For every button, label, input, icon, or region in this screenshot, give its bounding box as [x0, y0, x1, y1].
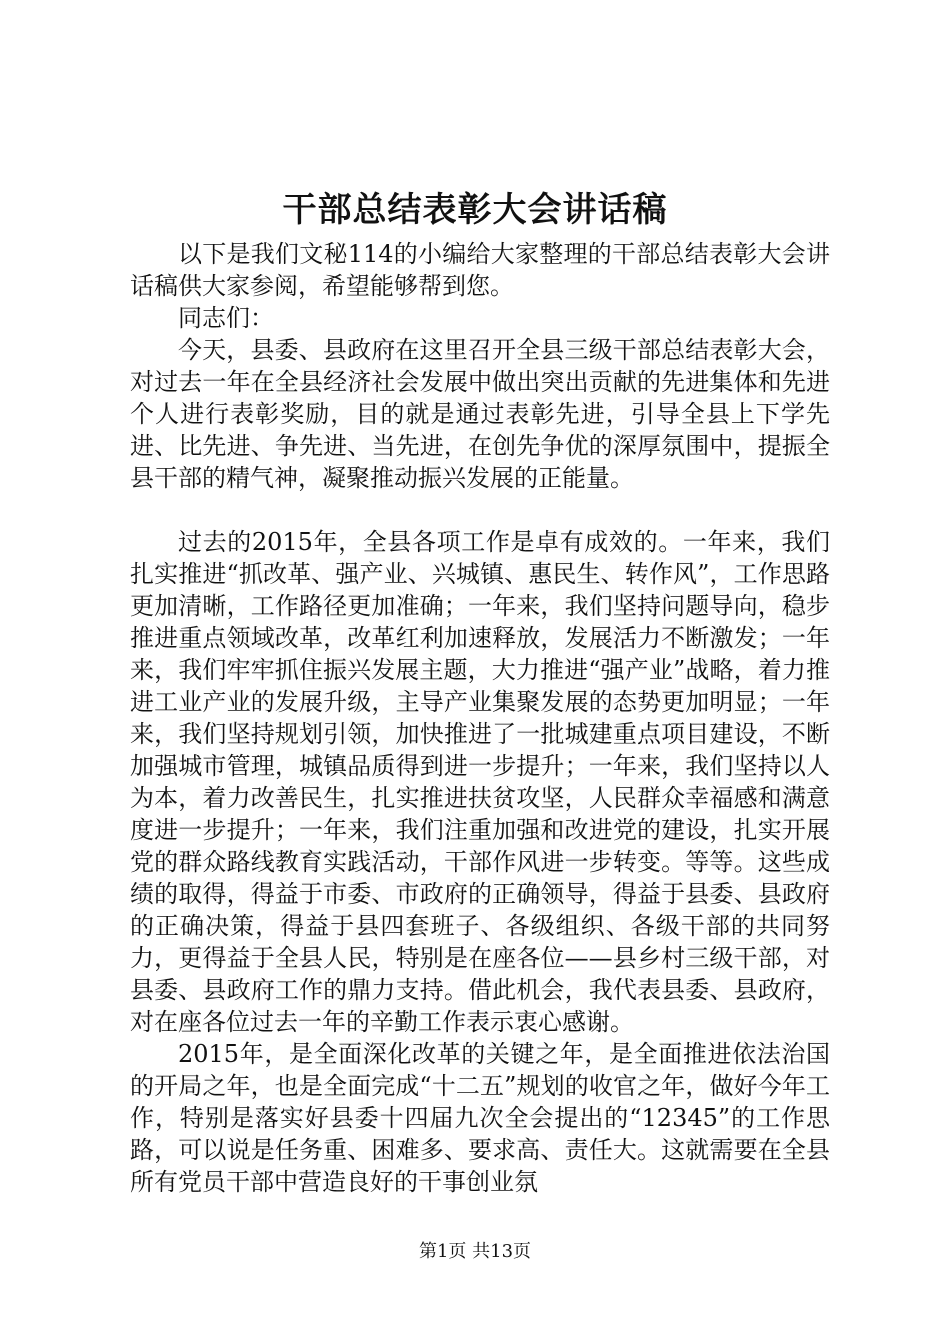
- body-paragraph: 2015年，是全面深化改革的关键之年，是全面推进依法治国的开局之年，也是全面完成“十二五”规划的收官之年，做好今年工作，特别是落实好县委十四届九次全会提出的“12345”的工作思路，可以说是任务重、困难多、要求高、责任大。这就需要在全县所有党员干部中营造良好的干事创业氛: [130, 1040, 830, 1196]
- salutation: 同志们：: [178, 304, 274, 332]
- body-paragraph: 今天，县委、县政府在这里召开全县三级干部总结表彰大会，对过去一年在全县经济社会发展中做出突出贡献的先进集体和先进个人进行表彰奖励，目的就是通过表彰先进，引导全县上下学先进、比先进、争先进、当先进，在创先争优的深厚氛围中，提振全县干部的精气神，凝聚推动振兴发展的正能量。: [130, 336, 830, 492]
- intro-paragraph: 以下是我们文秘114的小编给大家整理的干部总结表彰大会讲话稿供大家参阅，希望能够帮到您。: [130, 240, 830, 300]
- document-title: 干部总结表彰大会讲话稿: [282, 190, 668, 230]
- body-paragraph: 过去的2015年，全县各项工作是卓有成效的。一年来，我们扎实推进“抓改革、强产业、兴城镇、惠民生、转作风”，工作思路更加清晰，工作路径更加准确；一年来，我们坚持问题导向，稳步推进重点领域改革，改革红利加速释放，发展活力不断激发；一年来，我们牢牢抓住振兴发展主题，大力推进“强产业”战略，着力推进工业产业的发展升级，主导产业集聚发展的态势更加明显；一年来，我们坚持规划引领，加快推进了一批城建重点项目建设，不断加强城市管理，城镇品质得到进一步提升；一年来，我们坚持以人为本，着力改善民生，扎实推进扶贫攻坚，人民群众幸福感和满意度进一步提升；一年来，我们注重加强和改进党的建设，扎实开展党的群众路线教育实践活动，干部作风进一步转变。等等。这些成绩的取得，得益于市委、市政府的正确领导，得益于县委、县政府的正确决策，得益于县四套班子、各级组织、各级干部的共同努力，更得益于全县人民，特别是在座各位——县乡村三级干部，对县委、县政府工作的鼎力支持。借此机会，我代表县委、县政府，对在座各位过去一年的辛勤工作表示衷心感谢。: [130, 528, 830, 1036]
- page-footer: 第1页 共13页: [418, 1241, 532, 1262]
- document-body: [130, 238, 830, 1198]
